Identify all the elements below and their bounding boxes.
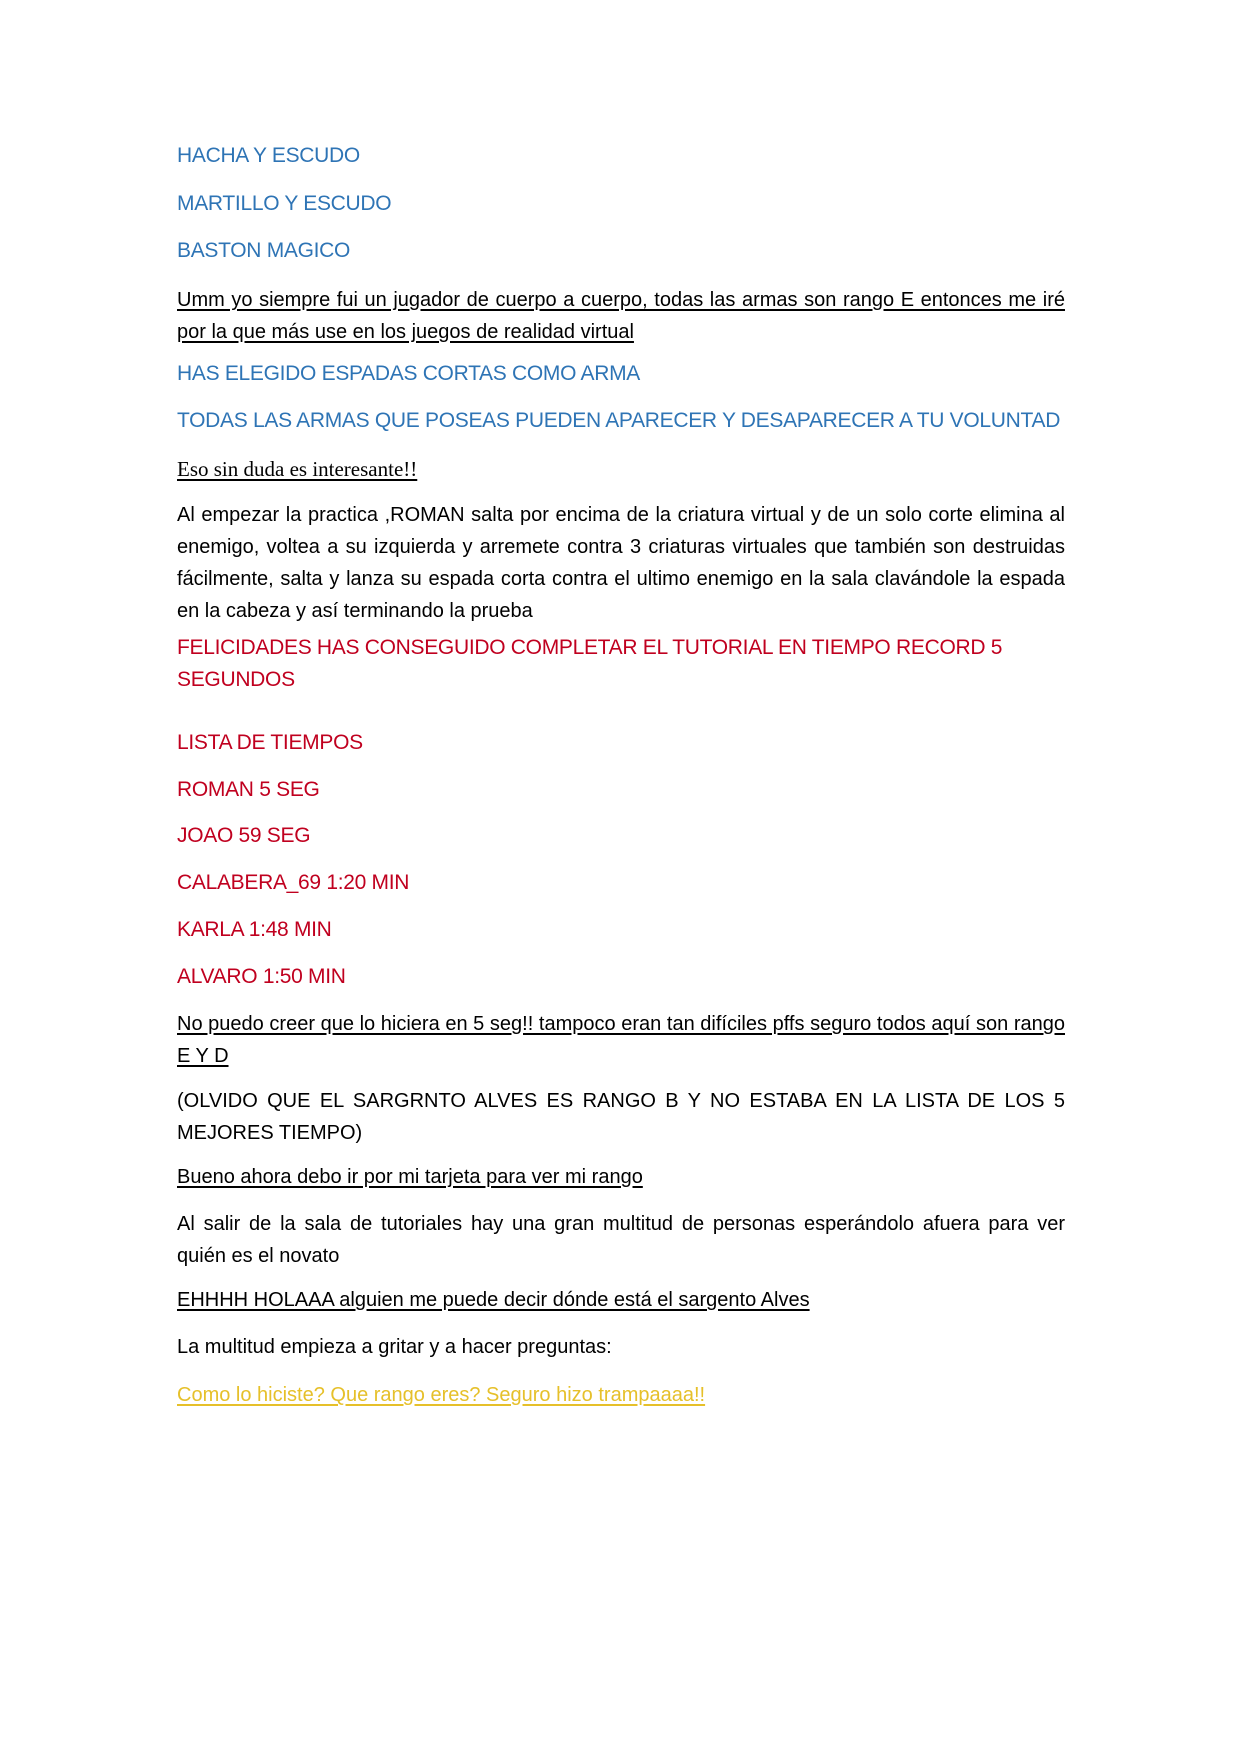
- dialogue-card: Bueno ahora debo ir por mi tarjeta para ver mi rango: [177, 1166, 643, 1188]
- crowd-shouts: Como lo hiciste? Que rango eres? Seguro hizo trampaaaa!!: [177, 1384, 706, 1406]
- times-list-item: ROMAN 5 SEG: [177, 778, 320, 801]
- times-list-item: JOAO 59 SEG: [177, 824, 311, 847]
- times-list-item: CALABERA_69 1:20 MIN: [177, 871, 410, 894]
- narration-questions: La multitud empieza a gritar y a hacer preguntas:: [177, 1336, 612, 1358]
- weapon-option-magic-staff: BASTON MAGICO: [177, 239, 351, 262]
- dialogue-weapon-choice: Umm yo siempre fui un jugador de cuerpo a cuerpo, todas las armas son rango E entonces me iré por la que más use en los juegos de realidad virtual: [177, 289, 1065, 343]
- times-list-item: ALVARO 1:50 MIN: [177, 965, 346, 988]
- weapon-option-axe-shield: HACHA Y ESCUDO: [177, 144, 360, 167]
- system-message-record: FELICIDADES HAS CONSEGUIDO COMPLETAR EL TUTORIAL EN TIEMPO RECORD 5 SEGUNDOS: [177, 636, 1003, 691]
- weapon-option-hammer-shield: MARTILLO Y ESCUDO: [177, 192, 392, 215]
- system-message-chosen-weapon: HAS ELEGIDO ESPADAS CORTAS COMO ARMA: [177, 362, 640, 385]
- narration-practice: Al empezar la practica ,ROMAN salta por encima de la criatura virtual y de un solo corte elimina al enemigo, voltea a su izquierda y arremete contra 3 criaturas virtuales que también son destruidas fácilmente, salta y lanza su espada corta contra el ultimo enemigo en la sala clavándole la espada en la cabeza y así terminando la prueba: [177, 504, 1065, 622]
- times-list-title: LISTA DE TIEMPOS: [177, 731, 363, 754]
- times-list-item: KARLA 1:48 MIN: [177, 918, 332, 941]
- system-message-weapon-summon: TODAS LAS ARMAS QUE POSEAS PUEDEN APARECER Y DESAPARECER A TU VOLUNTAD: [177, 409, 1061, 432]
- dialogue-interesting: Eso sin duda es interesante!!: [177, 457, 418, 481]
- dialogue-disbelief: No puedo creer que lo hiciera en 5 seg!! tampoco eran tan difíciles pffs seguro todos aquí son rango E Y D: [177, 1013, 1065, 1067]
- narration-aside: (OLVIDO QUE EL SARGRNTO ALVES ES RANGO B Y NO ESTABA EN LA LISTA DE LOS 5 MEJORES TIEMPO): [177, 1090, 1065, 1144]
- dialogue-hello: EHHHH HOLAAA alguien me puede decir dónde está el sargento Alves: [177, 1289, 810, 1311]
- narration-crowd: Al salir de la sala de tutoriales hay una gran multitud de personas esperándolo afuera para ver quién es el novato: [177, 1213, 1065, 1267]
